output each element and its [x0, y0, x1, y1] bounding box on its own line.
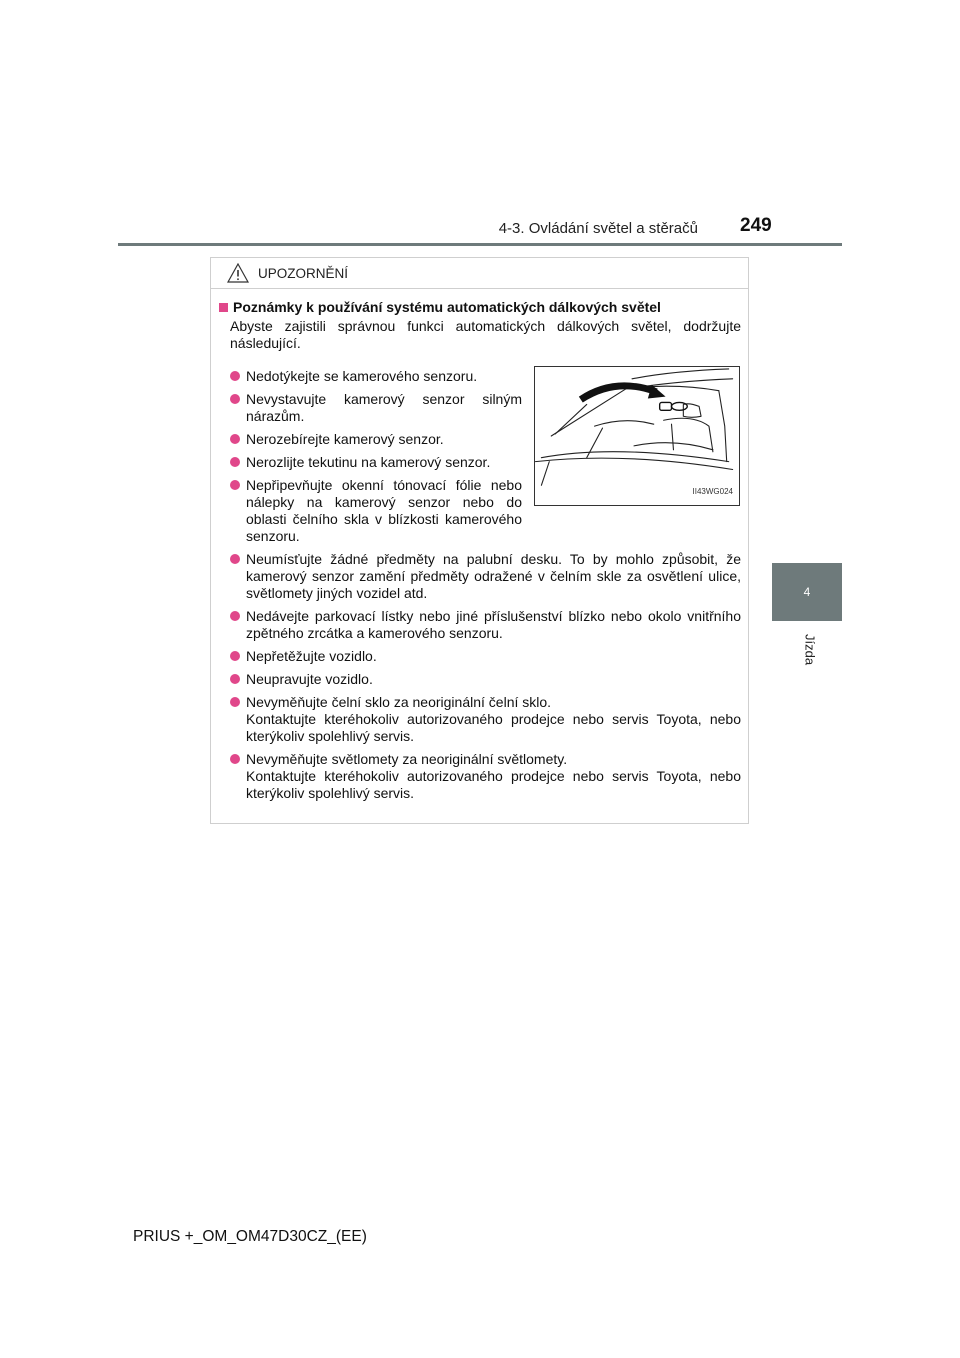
list-item	[219, 391, 522, 425]
list-item-note: Kontaktujte kteréhokoliv autorizovaného prodejce nebo servis Toyota, nebo kterýkoliv spolehlivý servis.	[246, 711, 741, 744]
windshield-camera-illustration	[534, 366, 740, 506]
list-item-text	[246, 671, 741, 688]
warning-title: UPOZORNĚNÍ	[258, 265, 349, 281]
chapter-tab[interactable]: 4	[772, 563, 842, 621]
header-rule	[118, 243, 842, 246]
list-item-note: Kontaktujte kteréhokoliv autorizovaného prodejce nebo servis Toyota, nebo kterýkoliv spolehlivý servis.	[246, 768, 741, 801]
list-item-text: Nepřipevňujte okenní tónovací fólie nebo nálepky na kamerový senzor nebo do oblasti čelního skla v blízkosti kamerového senzoru.	[246, 477, 522, 544]
list-item-main: Nevyměňujte světlomety za neoriginální světlomety.	[246, 751, 568, 767]
chapter-label: Jízda	[802, 634, 818, 666]
bullet-dot-icon	[230, 434, 240, 444]
section-heading	[219, 299, 741, 316]
list-item-text: Nedotýkejte se kamerového senzoru.	[246, 368, 478, 384]
list-item-text: Nerozlijte tekutinu na kamerový senzor.	[246, 454, 491, 470]
page-number: 249	[740, 215, 772, 236]
list-item-text	[246, 751, 741, 802]
list-item	[219, 648, 741, 665]
list-item-text	[246, 551, 741, 602]
list-item-text	[246, 608, 741, 642]
list-item	[219, 751, 741, 802]
warning-header	[211, 258, 748, 289]
list-item	[219, 551, 741, 602]
bullet-dot-icon	[230, 611, 240, 621]
footer-doc-code: PRIUS +_OM_OM47D30CZ_(EE)	[133, 1228, 367, 1245]
list-item-main: Nedávejte parkovací lístky nebo jiné příslušenství blízko nebo okolo vnitřního zpětného zrcátka a kamerového senzoru.	[246, 608, 741, 641]
bullet-dot-icon	[230, 674, 240, 684]
bullet-dot-icon	[230, 480, 240, 490]
list-item	[219, 454, 522, 471]
list-item-text: Nevystavujte kamerový senzor silným nárazům.	[246, 391, 522, 424]
intro-text: Abyste zajistili správnou funkci automatických dálkových světel, dodržujte následující.	[230, 318, 741, 351]
bullet-dot-icon	[230, 697, 240, 707]
list-item	[219, 671, 741, 688]
list-item-main: Nevyměňujte čelní sklo za neoriginální čelní sklo.	[246, 694, 552, 710]
bullet-dot-icon	[230, 371, 240, 381]
bullet-dot-icon	[230, 554, 240, 564]
list-item-text	[246, 694, 741, 745]
list-item-main: Neupravujte vozidlo.	[246, 671, 373, 687]
list-item	[219, 477, 522, 545]
bullet-dot-icon	[230, 394, 240, 404]
left-bullet-list	[219, 360, 522, 545]
list-item-text	[246, 648, 741, 665]
list-item-main: Neumísťujte žádné předměty na palubní desku. To by mohlo způsobit, že kamerový senzor zamění předměty odražené v čelním skle za osvětlení ulice, světlomety jiných vozidel atd.	[246, 551, 741, 601]
section-heading-text: Poznámky k používání systému automatických dálkových světel	[233, 299, 661, 315]
section-title: 4-3. Ovládání světel a stěračů	[498, 220, 698, 237]
square-bullet-icon	[219, 303, 228, 312]
list-item	[219, 368, 522, 385]
illustration-code: II43WG024	[692, 487, 733, 496]
bullet-dot-icon	[230, 651, 240, 661]
list-item	[219, 608, 741, 642]
list-item-main: Nepřetěžujte vozidlo.	[246, 648, 377, 664]
list-item	[219, 694, 741, 745]
bullet-dot-icon	[230, 457, 240, 467]
warning-body	[211, 289, 748, 802]
warning-box	[210, 257, 749, 824]
warning-triangle-icon	[227, 263, 249, 283]
bullet-dot-icon	[230, 754, 240, 764]
list-item	[219, 431, 522, 448]
split-section	[219, 360, 741, 545]
list-item-text: Nerozebírejte kamerový senzor.	[246, 431, 444, 447]
